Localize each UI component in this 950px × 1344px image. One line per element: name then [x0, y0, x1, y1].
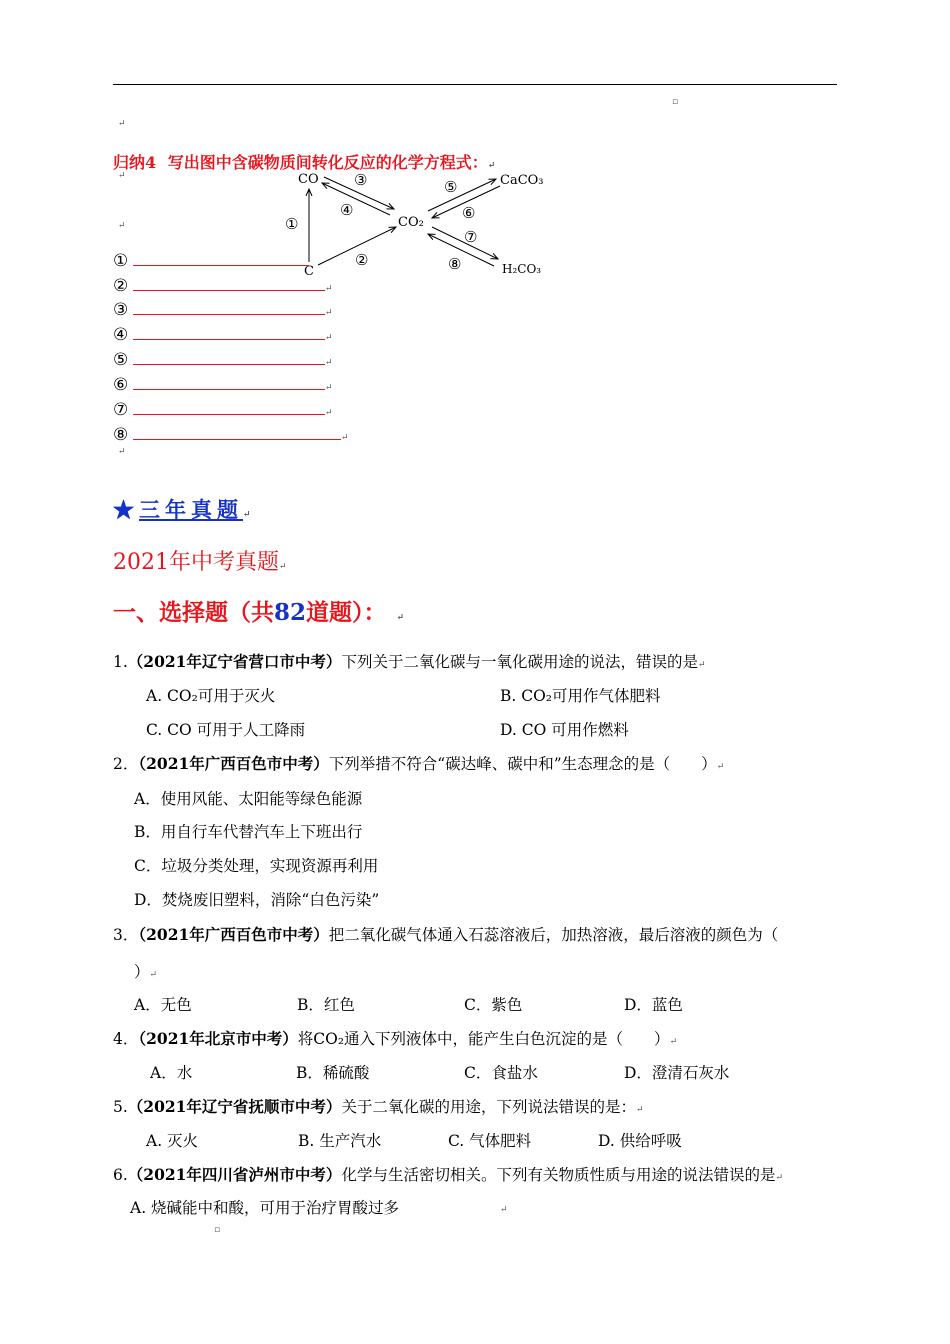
format-mark: ▫ [214, 1225, 221, 1235]
arrow-2-label: ② [355, 251, 369, 269]
question-text: 化学与生活密切相关。下列有关物质性质与用途的说法错误的是 [341, 1166, 776, 1184]
arrow-4-label: ④ [340, 201, 354, 219]
question-4: 4．（2021年北京市中考）将CO₂通入下列液体中，能产生白色沉淀的是（ ）↵ [113, 1029, 678, 1048]
arrow-6-label: ⑥ [462, 204, 476, 222]
summary-heading: 归纳4 写出图中含碳物质间转化反应的化学方程式：↵ [113, 153, 496, 172]
c-label: C [304, 264, 314, 279]
blank-number: ④ [113, 325, 129, 345]
paragraph-mark: ↵ [118, 171, 126, 181]
blank-number: ⑤ [113, 350, 129, 370]
answer-line[interactable] [133, 325, 325, 340]
question-1: 1.（2021年辽宁省营口市中考）下列关于二氧化碳与一氧化碳用途的说法，错误的是↵ [113, 652, 706, 671]
q3-option-a[interactable]: A．无色 [134, 996, 192, 1014]
blank-number: ⑦ [113, 400, 129, 420]
arrow-7-label: ⑦ [464, 228, 478, 246]
caco3-label: CaCO₃ [500, 173, 544, 188]
blank-number: ⑧ [113, 425, 129, 445]
answer-blank-4[interactable]: ④ ↵ [113, 325, 333, 345]
q2-option-a[interactable]: A．使用风能、太阳能等绿色能源 [134, 790, 363, 808]
q3-option-b[interactable]: B．红色 [297, 996, 355, 1014]
arrow-3-label: ③ [354, 171, 368, 189]
q5-option-d[interactable]: D. 供给呼吸 [598, 1132, 682, 1150]
summary-label: 归纳4 [113, 153, 157, 172]
question-number: 3． [113, 926, 139, 944]
q3-option-d[interactable]: D．蓝色 [624, 996, 683, 1014]
heading-prefix: 一、选择题（共 [113, 599, 274, 626]
question-source: （2021年辽宁省抚顺市中考） [127, 1097, 342, 1116]
star-icon: ★ [113, 497, 139, 522]
three-year-title: ★三年真题↵ [113, 497, 251, 522]
arrow-5-label: ⑤ [444, 178, 458, 196]
paragraph-mark: ↵ [500, 1205, 508, 1215]
q3-option-c[interactable]: C．紫色 [464, 996, 523, 1014]
q4-option-b[interactable]: B．稀硫酸 [296, 1064, 370, 1082]
q1-option-c[interactable]: C. CO 可用于人工降雨 [146, 721, 306, 739]
header-rule [113, 84, 837, 85]
co-label: CO [298, 172, 319, 187]
paragraph-mark: ↵ [118, 119, 126, 129]
answer-blank-1[interactable] [113, 251, 309, 271]
question-text: 将CO₂通入下列液体中，能产生白色沉淀的是（ ） [297, 1030, 670, 1048]
question-text: 关于二氧化碳的用途，下列说法错误的是： [341, 1098, 636, 1116]
question-text: 把二氧化碳气体通入石蕊溶液后，加热溶液，最后溶液的颜色为（ [328, 926, 779, 944]
answer-blank-6[interactable]: ⑥ ↵ [113, 375, 333, 395]
answer-blank-7[interactable]: ⑦ ↵ [113, 400, 333, 420]
section-heading: 一、选择题（共82道题）： ↵ [113, 599, 405, 626]
question-source: （2021年辽宁省营口市中考） [127, 652, 342, 671]
answer-line[interactable] [133, 251, 309, 266]
co2-label: CO₂ [398, 215, 424, 230]
heading-suffix: 道题）： [306, 599, 387, 626]
answer-blank-3[interactable]: ③ ↵ [113, 300, 333, 320]
q5-option-b[interactable]: B. 生产汽水 [298, 1132, 382, 1150]
question-2: 2．（2021年广西百色市中考）下列举措不符合“碳达峰、碳中和”生态理念的是（ ）↵ [113, 754, 725, 773]
q5-option-a[interactable]: A. 灭火 [146, 1132, 199, 1150]
three-year-title-text: 三年真题 [139, 497, 243, 522]
q6-option-a[interactable]: A. 烧碱能中和酸，可用于治疗胃酸过多 [130, 1199, 400, 1217]
question-text-cont: ） [134, 963, 150, 981]
q4-option-c[interactable]: C．食盐水 [464, 1064, 538, 1082]
q1-option-d[interactable]: D. CO 可用作燃料 [500, 721, 629, 739]
arrow-1-label: ① [285, 215, 299, 233]
blank-number: ① [113, 251, 129, 271]
q2-option-b[interactable]: B．用自行车代替汽车上下班出行 [134, 823, 363, 841]
question-6: 6.（2021年四川省泸州市中考）化学与生活密切相关。下列有关物质性质与用途的说法错误的是↵ [113, 1165, 783, 1184]
paragraph-mark: ↵ [118, 221, 126, 231]
q1-option-b[interactable]: B. CO₂可用作气体肥料 [500, 687, 661, 705]
summary-title: 写出图中含碳物质间转化反应的化学方程式： [167, 153, 488, 172]
question-number: 5. [113, 1098, 128, 1116]
answer-line[interactable] [133, 425, 341, 440]
question-5: 5.（2021年辽宁省抚顺市中考）关于二氧化碳的用途，下列说法错误的是：↵ [113, 1097, 644, 1116]
blank-number: ③ [113, 300, 129, 320]
q4-option-d[interactable]: D．澄清石灰水 [624, 1064, 730, 1082]
answer-line[interactable] [133, 350, 325, 365]
arrow-8-label: ⑧ [448, 255, 462, 273]
q5-option-c[interactable]: C. 气体肥料 [448, 1132, 532, 1150]
q2-option-c[interactable]: C．垃圾分类处理，实现资源再利用 [134, 857, 379, 875]
paragraph-mark: ↵ [118, 447, 126, 457]
question-count: 82 [274, 599, 307, 626]
question-number: 2． [113, 755, 139, 773]
h2co3-label: H₂CO₃ [502, 262, 542, 276]
question-text: 下列举措不符合“碳达峰、碳中和”生态理念的是（ ） [328, 755, 717, 773]
question-source: （2021年四川省泸州市中考） [127, 1165, 342, 1184]
answer-blank-8[interactable]: ⑧ ↵ [113, 425, 349, 445]
question-source: （2021年广西百色市中考） [138, 925, 329, 944]
blank-number: ② [113, 276, 129, 296]
q1-option-a[interactable]: A. CO₂可用于灭火 [146, 687, 276, 705]
q2-option-d[interactable]: D．焚烧废旧塑料，消除“白色污染” [134, 891, 380, 909]
year-title-text: 2021年中考真题 [113, 550, 279, 575]
question-number: 1. [113, 653, 128, 671]
answer-line[interactable] [133, 276, 325, 291]
question-3 [113, 923, 778, 945]
question-number: 4． [113, 1030, 139, 1048]
answer-blank-5[interactable]: ⑤ ↵ [113, 350, 333, 370]
answer-blank-2[interactable]: ② ↵ [113, 276, 333, 296]
answer-line[interactable] [133, 375, 325, 390]
answer-line[interactable] [133, 400, 325, 415]
answer-line[interactable] [133, 300, 325, 315]
carbon-conversion-diagram [285, 165, 550, 285]
year-title: 2021年中考真题↵ [113, 550, 287, 575]
question-text: 下列关于二氧化碳与一氧化碳用途的说法，错误的是 [341, 653, 698, 671]
q4-option-a[interactable]: A．水 [150, 1064, 193, 1082]
question-number: 6. [113, 1166, 128, 1184]
format-mark: ▫ [672, 97, 679, 107]
blank-number: ⑥ [113, 375, 129, 395]
question-source: （2021年广西百色市中考） [138, 754, 329, 773]
question-source: （2021年北京市中考） [138, 1029, 298, 1048]
question-3-cont: ）↵ [134, 963, 158, 981]
